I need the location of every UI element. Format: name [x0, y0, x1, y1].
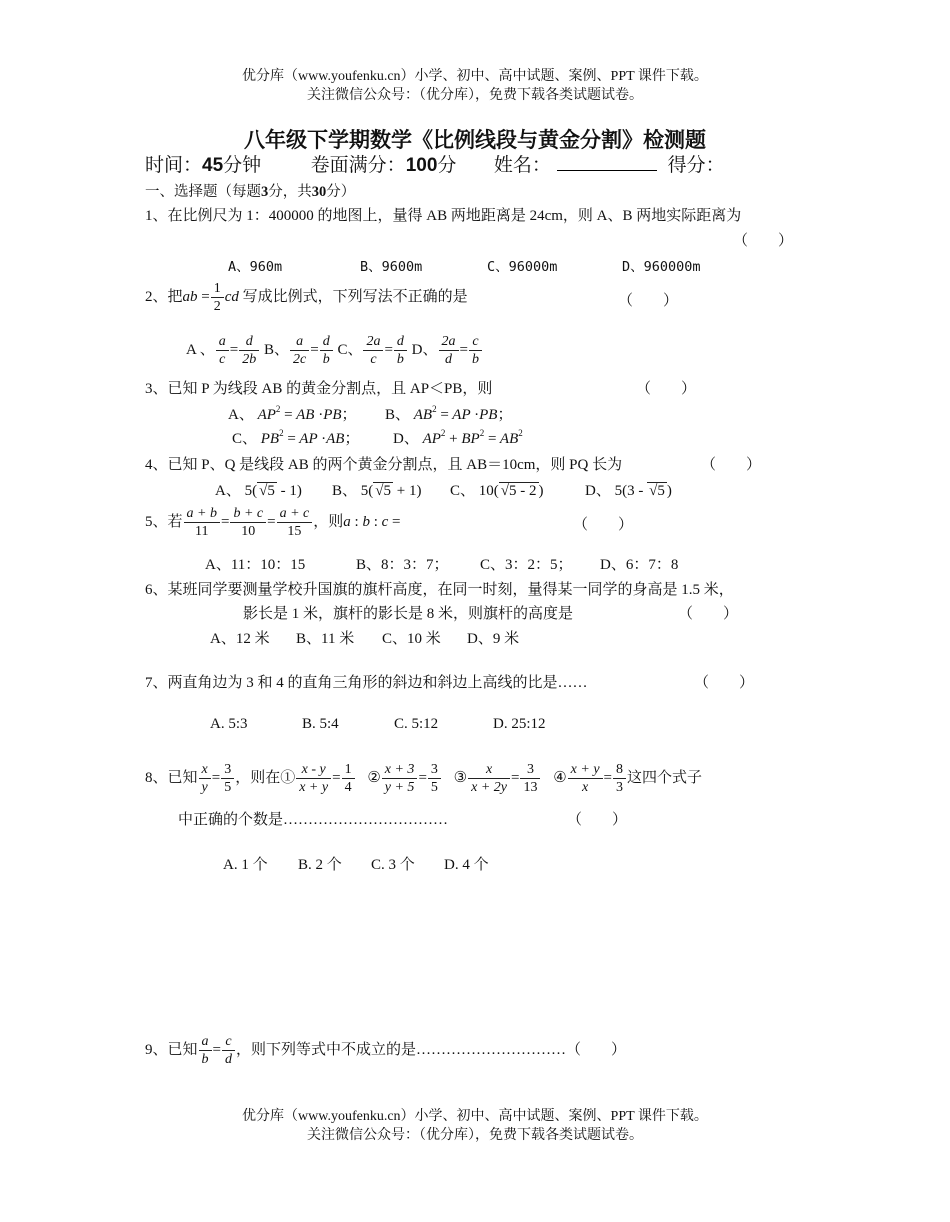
q5-stem: 5、若 $\frac{a + b}{11}$ = $\frac{b + c}{10}$ = $\frac{a + c}{15}$ ，则a : b : c = — [145, 506, 401, 540]
header-line-1: 优分库（www.youfenku.cn）小学、初中、高中试题、案例、PPT 课件下载。 — [242, 69, 708, 84]
section-mid: 分，共 — [268, 184, 312, 200]
q8-choice-4[interactable]: $\frac{x + y}{x}$ — [568, 761, 603, 796]
section-per: 3 — [261, 184, 269, 200]
q2-prefix: 2、把 — [145, 289, 183, 305]
q1-option-a[interactable]: A、960m — [228, 259, 283, 275]
q4-paren[interactable]: （ ） — [701, 457, 762, 473]
q7-option-b[interactable]: B. 5:4 — [302, 716, 339, 732]
q7-text: 7、两直角边为 3 和 4 的直角三角形的斜边和斜边上高线的比是…… — [145, 675, 588, 691]
section-1-heading — [145, 180, 355, 201]
score-label: 卷面满分： — [310, 155, 406, 176]
score-unit: 分 — [437, 155, 457, 176]
q4-option-a[interactable]: A、 5( √5 - 1) — [215, 483, 302, 499]
q7-option-a[interactable]: A. 5:3 — [210, 716, 248, 732]
q3-option-a[interactable]: A、 $AP^2$ = AB ·PB； — [228, 404, 357, 423]
q5-option-a[interactable]: A、11：10：15 — [205, 557, 306, 573]
q8-paren[interactable]: （ ） — [567, 812, 628, 828]
score-value: 100 — [405, 155, 438, 176]
q8-choice-1[interactable]: $\frac{x - y}{x + y}$ — [296, 761, 331, 796]
q8-choice-2[interactable]: $\frac{x + 3}{y + 5}$ — [382, 761, 418, 796]
q8-choice-3[interactable]: $\frac{x}{x + 2y}$ — [468, 761, 510, 796]
q5-option-d[interactable]: D、6：7：8 — [600, 557, 679, 573]
q3-text: 3、已知 P 为线段 AB 的黄金分割点，且 AP＜PB，则 — [145, 381, 493, 397]
q6-line-2: 影长是 1 米，旗杆的影长是 8 米，则旗杆的高度是 — [243, 606, 574, 622]
q1-text: 1、在比例尺为 1：400000 的地图上，量得 AB 两地距离是 24cm，则 A、B 两地实际距离为 — [145, 208, 742, 224]
q2-expr: ab = — [182, 289, 210, 305]
q8-stem: 8、已知 $\frac{x}{y}$ = $\frac{3}{5}$ ，则在① $\frac{x - y}{x + y}$ = $\frac{1}{4}$ ② $\frac{x + 3}{y + 5}$ = $\frac{3}{5}$ ③ $\frac{x}{x + 2y}$ = $\frac{3}{13}$ ④ $\frac{x + y}{x}$ = $\frac{8}{3}$ 这四个式子 — [145, 762, 703, 796]
q8-option-d[interactable]: D. 4 个 — [444, 857, 489, 873]
q4-option-c[interactable]: C、 10( √5 - 2 ) — [450, 483, 544, 499]
q2-option-c[interactable]: C、 $\frac{2a}{c}$ = $\frac{d}{b}$ — [337, 342, 407, 358]
q8-option-c[interactable]: C. 3 个 — [371, 857, 415, 873]
footer-line-1: 优分库（www.youfenku.cn）小学、初中、高中试题、案例、PPT 课件下载。 — [242, 1109, 708, 1124]
section-prefix: 一、选择题（每题 — [145, 184, 261, 200]
q3-option-d[interactable]: D、 $AP^2 + BP^2 = AB^2$ — [393, 428, 523, 447]
exam-title: 八年级下学期数学《比例线段与黄金分割》检测题 — [244, 128, 706, 152]
got-label: 得分： — [667, 155, 725, 176]
q8-option-b[interactable]: B. 2 个 — [298, 857, 342, 873]
footer-line-2: 关注微信公众号：（优分库），免费下载各类试题试卷。 — [307, 1128, 643, 1143]
q9-stem: 9、已知 $\frac{a}{b}$ = $\frac{c}{d}$ ，则下列等式中不成立的是…………………………（ ） — [145, 1034, 626, 1068]
q2-paren[interactable]: （ ） — [618, 293, 679, 309]
q8-line-2: 中正确的个数是…………………………… — [178, 812, 449, 828]
q3-paren[interactable]: （ ） — [636, 381, 697, 397]
q8-option-a[interactable]: A. 1 个 — [223, 857, 268, 873]
q4-option-d[interactable]: D、 5(3 - √5 ) — [585, 483, 672, 499]
q7-paren[interactable]: （ ） — [694, 675, 755, 691]
q2-options — [186, 330, 483, 370]
q4-option-b[interactable]: B、 5( √5 + 1) — [332, 483, 422, 499]
q5-option-b[interactable]: B、8：3：7； — [356, 557, 449, 573]
name-blank[interactable] — [557, 170, 657, 171]
q5-paren[interactable]: （ ） — [573, 517, 634, 533]
q1-paren[interactable]: （ ） — [733, 233, 794, 249]
q2-frac-half: $\frac{1}{2}$ — [211, 280, 224, 315]
exam-meta — [145, 150, 725, 177]
q6-option-a[interactable]: A、12 米 — [210, 631, 270, 647]
name-label: 姓名： — [493, 155, 551, 176]
q1-option-b[interactable]: B、9600m — [360, 259, 423, 275]
section-total: 30 — [311, 184, 327, 200]
q2-option-b[interactable]: B、 $\frac{a}{2c}$ = $\frac{d}{b}$ — [264, 342, 334, 358]
header-line-2: 关注微信公众号：（优分库），免费下载各类试题试卷。 — [307, 88, 643, 103]
q6-option-d[interactable]: D、9 米 — [467, 631, 520, 647]
q6-paren[interactable]: （ ） — [678, 606, 739, 622]
q6-line-1: 6、某班同学要测量学校升国旗的旗杆高度，在同一时刻，量得某一同学的身高是 1.5 米， — [145, 582, 734, 598]
q4-text: 4、已知 P、Q 是线段 AB 的两个黄金分割点，且 AB＝10cm，则 PQ 长为 — [145, 457, 623, 473]
q2-option-a[interactable]: A 、 $\frac{a}{c}$ = $\frac{d}{2b}$ — [186, 342, 260, 358]
q5-option-c[interactable]: C、3：2：5； — [480, 557, 573, 573]
q3-option-b[interactable]: B、 $AB^2$ = AP ·PB； — [385, 404, 513, 423]
q2-stem: 2、把ab = $\frac{1}{2}$ cd 写成比例式，下列写法不正确的是 — [145, 281, 468, 315]
q6-option-b[interactable]: B、11 米 — [296, 631, 355, 647]
time-unit: 分钟 — [223, 155, 262, 176]
q1-option-c[interactable]: C、96000m — [487, 259, 558, 275]
q2-option-d[interactable]: D、 $\frac{2a}{d}$ = $\frac{c}{b}$ — [412, 342, 483, 358]
q7-option-c[interactable]: C. 5:12 — [394, 716, 439, 732]
section-suffix: 分） — [326, 184, 356, 200]
q3-option-c[interactable]: C、 $PB^2$ = AP ·AB； — [232, 428, 360, 447]
time-value: 45 — [202, 155, 224, 176]
q6-option-c[interactable]: C、10 米 — [382, 631, 441, 647]
q7-option-d[interactable]: D. 25:12 — [493, 716, 546, 732]
time-label: 时间： — [145, 155, 203, 176]
q2-suffix: 写成比例式，下列写法不正确的是 — [242, 289, 468, 305]
q1-option-d[interactable]: D、960000m — [622, 259, 701, 275]
